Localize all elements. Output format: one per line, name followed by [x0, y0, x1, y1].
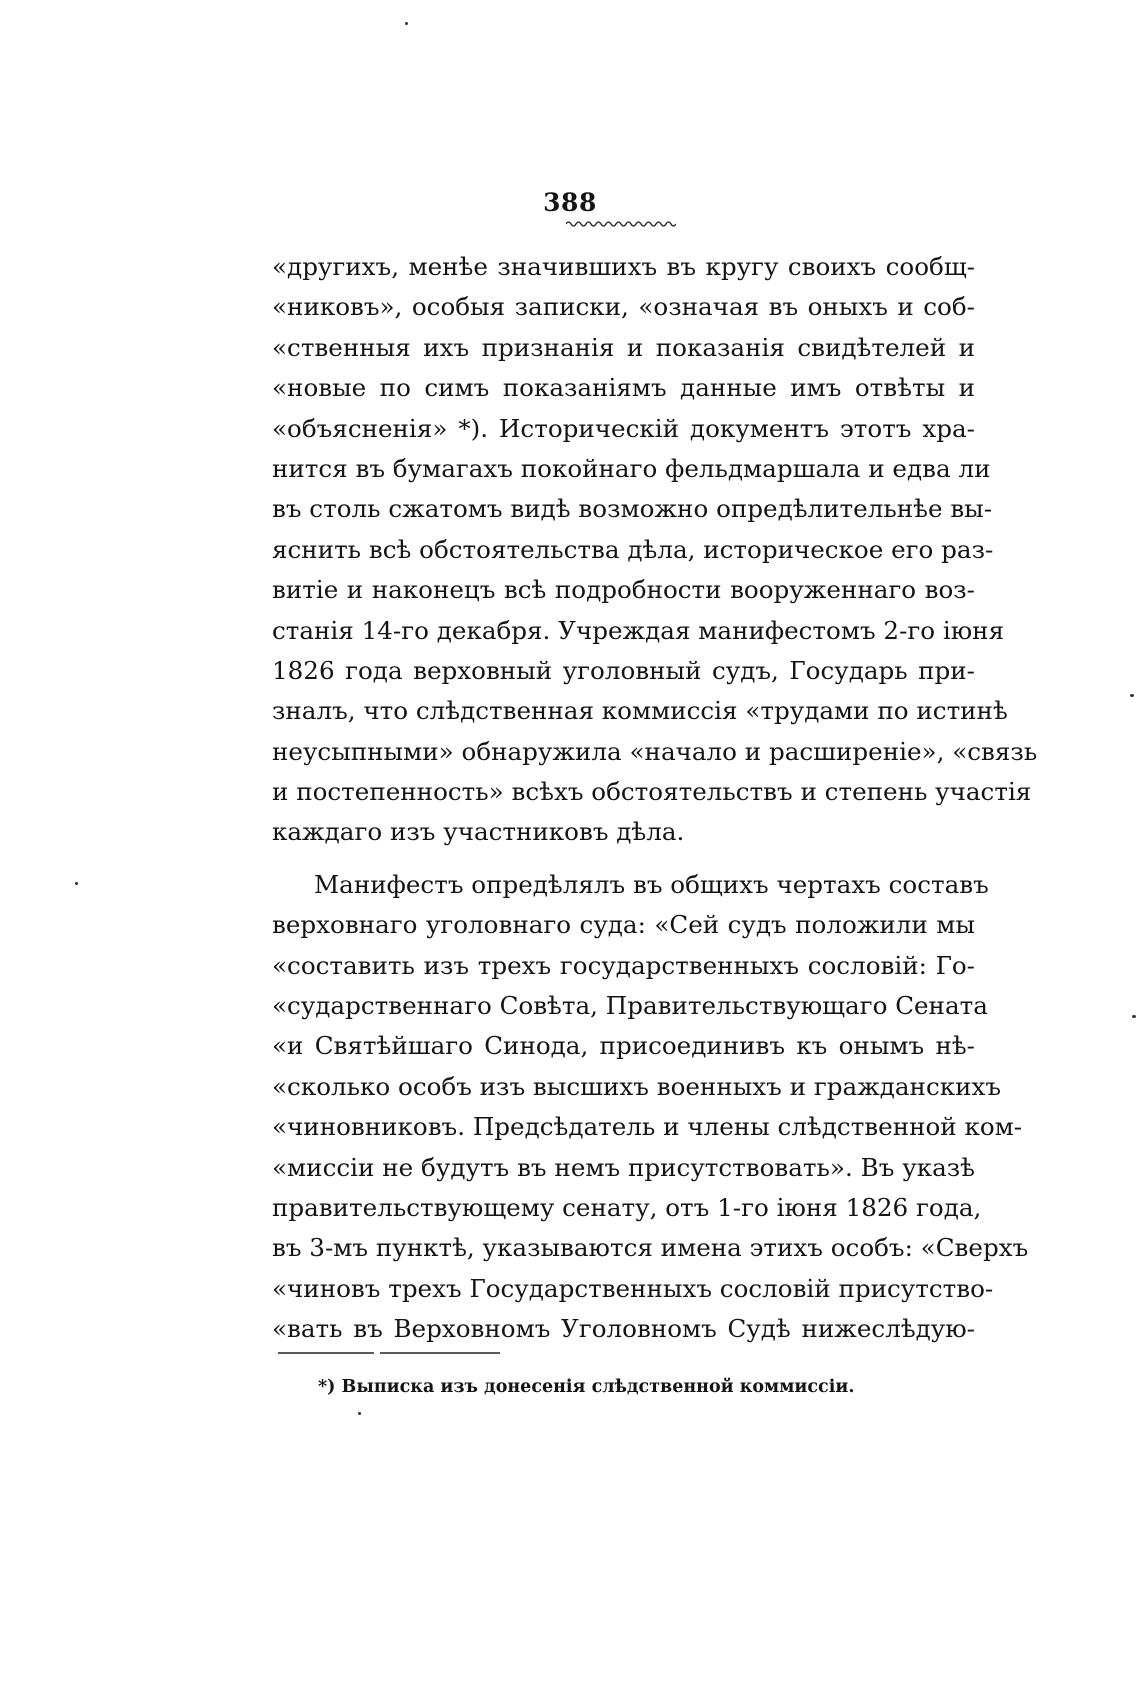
text-line: въ столь сжатомъ видѣ возможно опредѣлительнѣе вы- [272, 494, 993, 524]
body-text [272, 247, 1038, 1350]
footnote: *) Выписка изъ донесенія слѣдственной коммиссіи. [318, 1377, 855, 1397]
text-line: «составить изъ трехъ государственныхъ сословій: Го- [272, 950, 975, 980]
text-line: «сударственнаго Совѣта, Правительствующаго Сената [272, 991, 988, 1021]
text-line: «чиновниковъ. Предсѣдатель и члены слѣдственной ком- [272, 1112, 1023, 1142]
text-line: въ 3-мъ пунктѣ, указываются имена этихъ особъ: «Сверхъ [272, 1233, 1029, 1263]
footnote-separator-rule [278, 1352, 500, 1354]
text-line: «и Святѣйшаго Синода, присоединивъ къ онымъ нѣ- [272, 1031, 975, 1061]
scan-speck [1130, 694, 1134, 697]
text-line: Манифестъ опредѣлялъ въ общихъ чертахъ составъ [314, 869, 989, 899]
text-line: нится въ бумагахъ покойнаго фельдмаршала и едва ли [272, 453, 991, 483]
scan-speck [75, 882, 78, 885]
text-line: «объясненія» *). Историческій документъ этотъ хра- [272, 413, 975, 443]
text-line: неусыпными» обнаружила «начало и расширеніе», «связь [272, 736, 1038, 766]
text-line: станія 14-го декабря. Учреждая манифестомъ 2-го іюня [272, 615, 1005, 645]
text-line: правительствующему сенату, отъ 1-го іюня 1826 года, [272, 1192, 982, 1222]
text-line: и постепенность» всѣхъ обстоятельствъ и степень участія [272, 777, 1032, 807]
text-line: зналъ, что слѣдственная коммиссія «трудами по истинѣ [272, 696, 1008, 726]
text-line: «никовъ», особыя записки, «означая въ оныхъ и соб- [272, 292, 975, 322]
text-line: витіе и наконецъ всѣ подробности вооруженнаго воз- [272, 575, 975, 605]
text-line: верховнаго уголовнаго суда: «Сей судъ положили мы [272, 910, 975, 940]
text-line: каждаго изъ участниковъ дѣла. [272, 817, 685, 847]
page-number: 388 [543, 188, 597, 217]
scan-speck [358, 1412, 361, 1415]
scan-speck [405, 22, 408, 25]
page-number-wavy-rule [566, 220, 676, 228]
paragraph-2 [272, 865, 1029, 1350]
text-line: «вать въ Верховномъ Уголовномъ Судѣ нижеслѣдую- [272, 1314, 975, 1344]
text-line: «новые по симъ показаніямъ данные имъ отвѣты и [272, 373, 975, 403]
scan-speck [1132, 1015, 1136, 1018]
text-line: «чиновъ трехъ Государственныхъ сословій присутство- [272, 1273, 994, 1303]
text-line: «сколько особъ изъ высшихъ военныхъ и гражданскихъ [272, 1071, 1001, 1101]
text-line: «другихъ, менѣе значившихъ въ кругу своихъ сообщ- [272, 252, 975, 281]
paragraph-1 [272, 247, 1038, 853]
text-line: яснить всѣ обстоятельства дѣла, историческое его раз- [272, 534, 994, 564]
text-line: «ственныя ихъ признанія и показанія свидѣтелей и [272, 332, 975, 362]
text-line: 1826 года верховный уголовный судъ, Государь при- [272, 655, 975, 685]
text-line: «миссіи не будутъ въ немъ присутствовать». Въ указѣ [272, 1152, 975, 1182]
